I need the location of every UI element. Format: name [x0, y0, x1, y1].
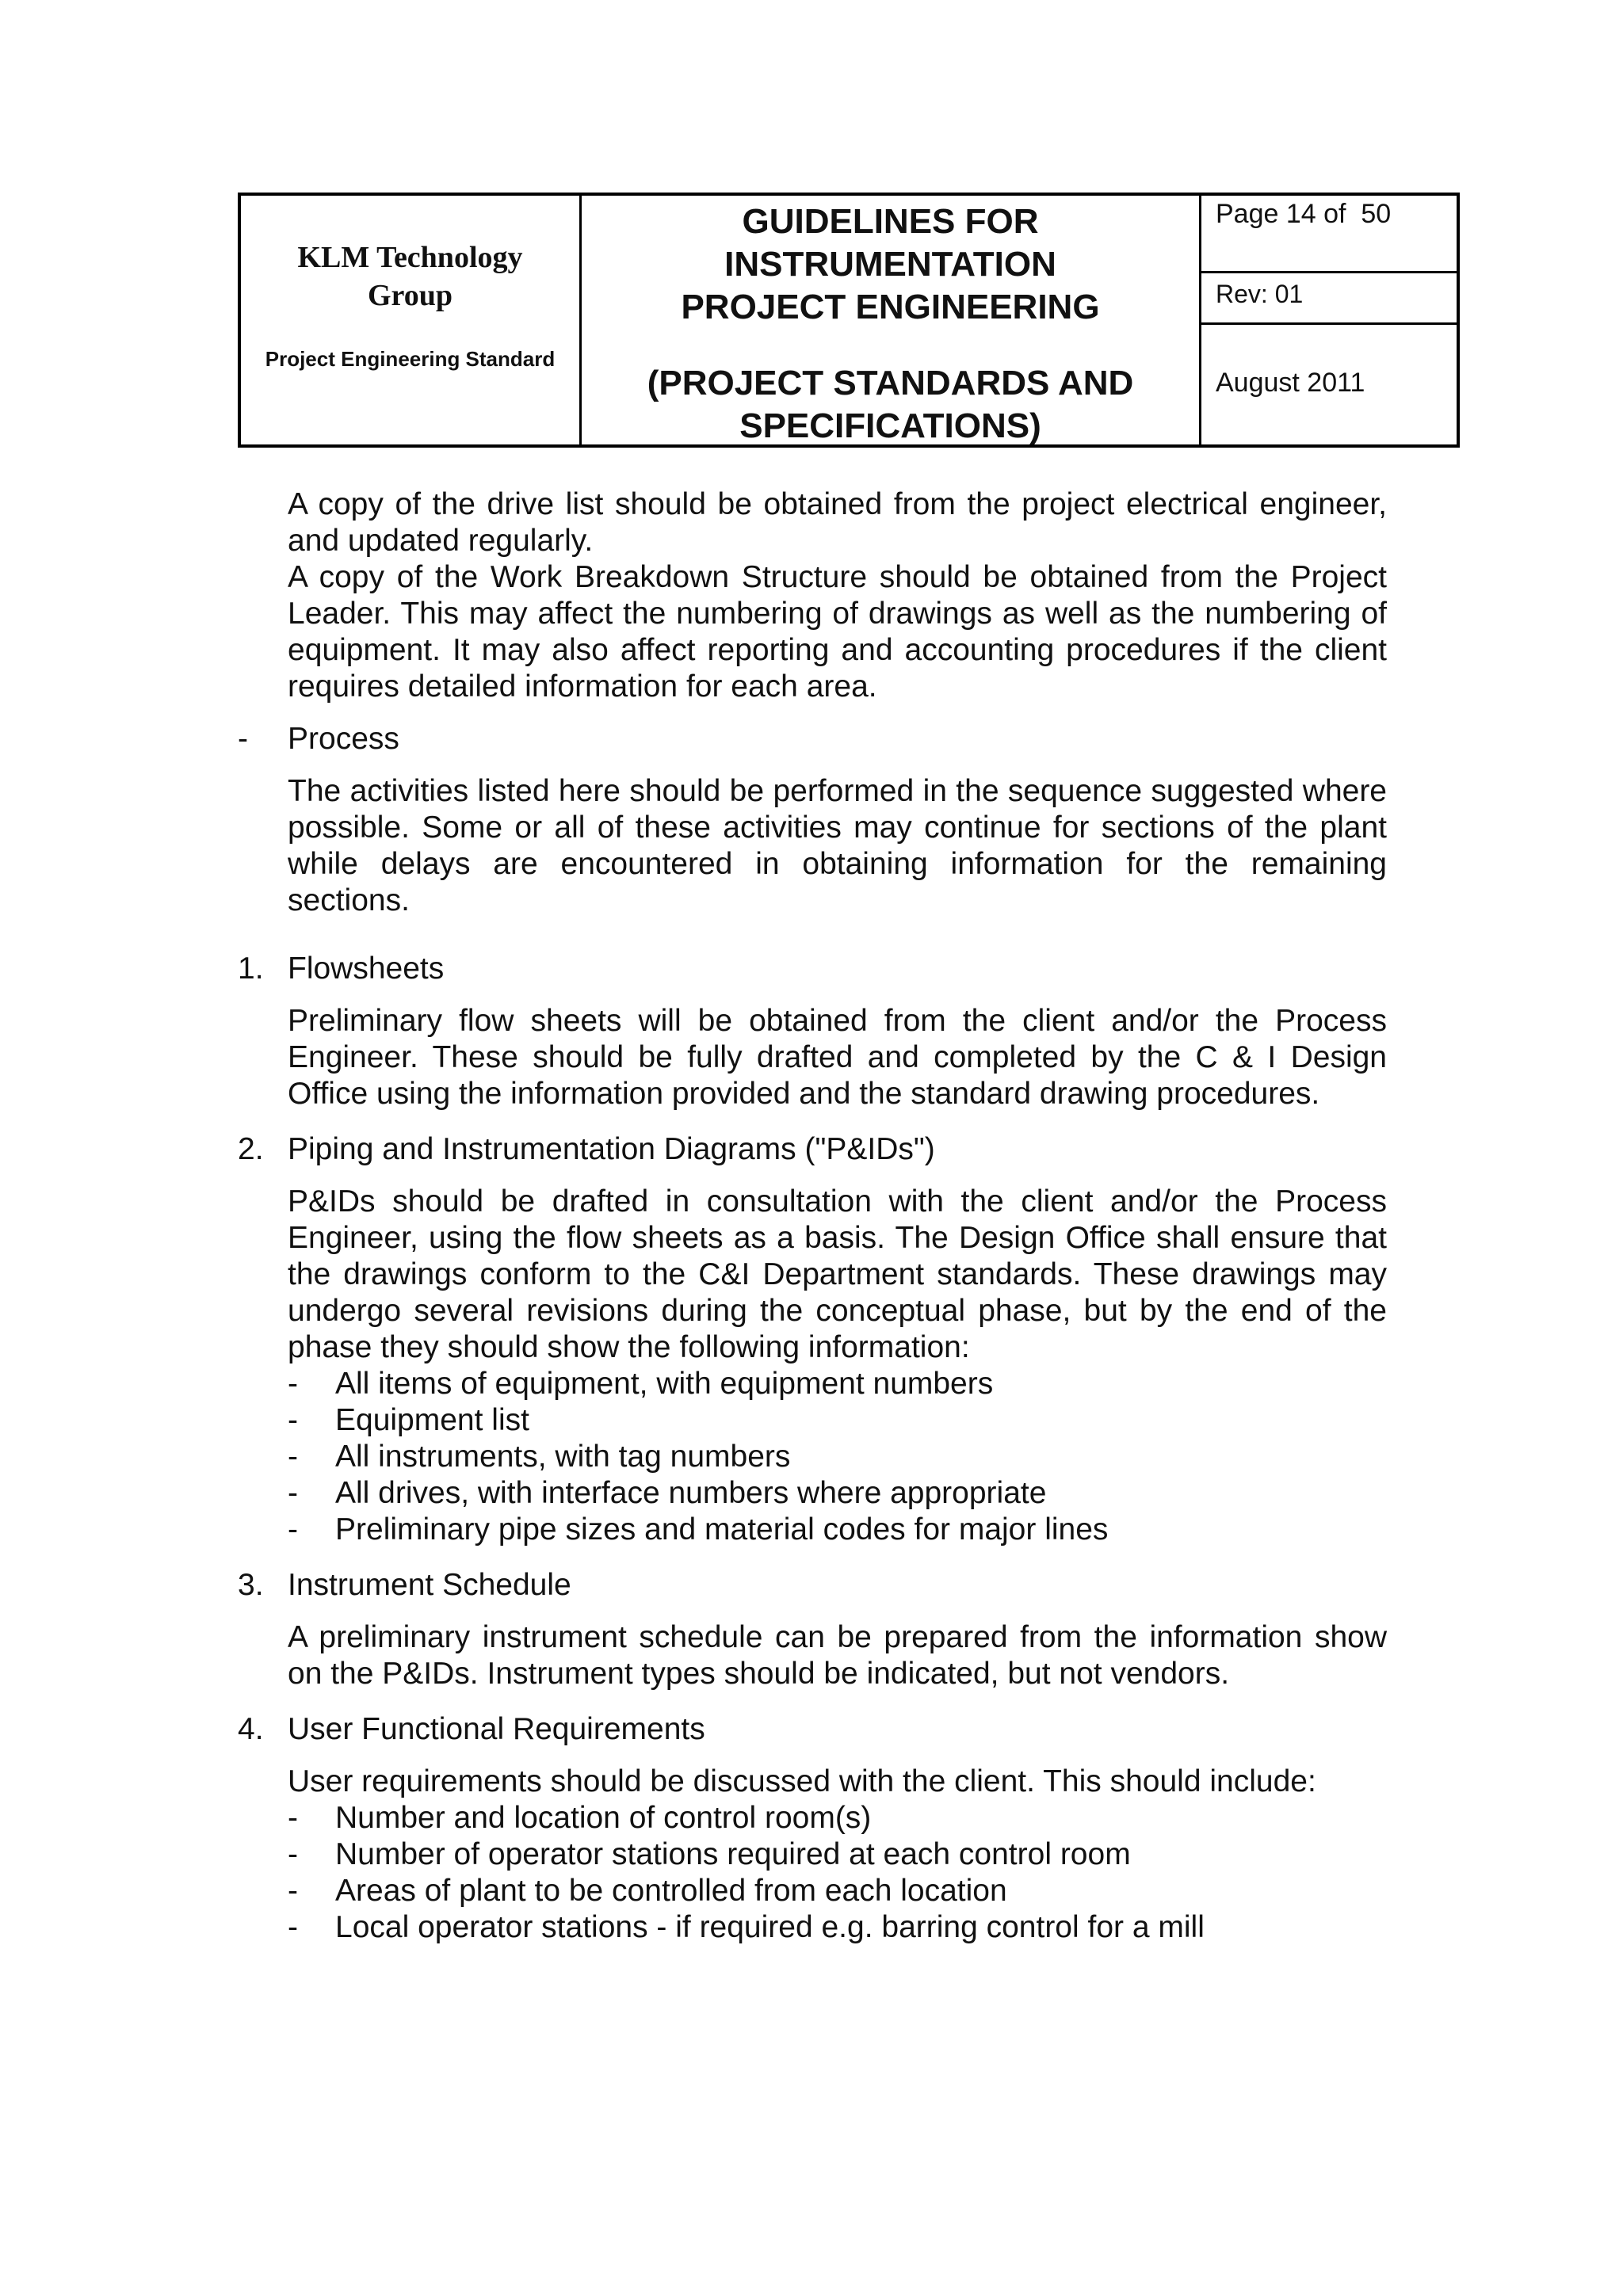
section-heading-row [238, 1131, 1387, 1168]
list-item-text: Preliminary pipe sizes and material codes for major lines [335, 1512, 1109, 1547]
section-heading-row [238, 951, 1387, 987]
company-name-line2: Group [367, 279, 453, 312]
section-number: 4. [238, 1712, 264, 1746]
process-heading: Process [288, 722, 399, 756]
list-item [288, 1475, 1387, 1512]
process-heading-row [238, 721, 1387, 757]
document-title [582, 200, 1199, 329]
list-item-text: All items of equipment, with equipment numbers [335, 1367, 994, 1401]
list-dash: - [288, 1440, 298, 1474]
list-item [288, 1909, 1387, 1946]
section-paragraph: P&IDs should be drafted in consultation with the client and/or the Process Engineer, using the flow sheets as a basis. The Design Office shall ensure that the drawings conform to the C&I Department standards. These drawings may undergo several revisions during the conceptual phase, but by the end of the phase they should show the following information: [288, 1184, 1387, 1364]
section-heading: Instrument Schedule [288, 1568, 571, 1602]
subtitle-line2: SPECIFICATIONS) [739, 406, 1041, 445]
section-heading: User Functional Requirements [288, 1712, 705, 1746]
header-divider [1199, 196, 1201, 444]
list-item [288, 1873, 1387, 1909]
list-item [288, 1402, 1387, 1439]
list-item [288, 1512, 1387, 1548]
section-paragraph: A preliminary instrument schedule can be prepared from the information show on the P&IDs. Instrument types should be indicated, but not vendors. [288, 1620, 1387, 1691]
section-heading-row [238, 1711, 1387, 1748]
list-dash: - [288, 1837, 298, 1871]
list-dash: - [288, 1874, 298, 1908]
list-item [288, 1366, 1387, 1402]
document-header [238, 193, 1460, 448]
company-name [241, 238, 579, 315]
list-dash: - [238, 722, 248, 756]
list-dash: - [288, 1512, 298, 1547]
list-dash: - [288, 1801, 298, 1835]
revision: Rev: 01 [1216, 280, 1304, 308]
process-paragraph: The activities listed here should be performed in the sequence suggested where possible. Some or all of these activities may continue for sections of the plant while delays are encountered in obtaining information for the remaining sections. [288, 774, 1387, 917]
list-dash: - [288, 1910, 298, 1944]
bullet-list [288, 1366, 1387, 1548]
issue-date: August 2011 [1216, 368, 1365, 398]
list-item [288, 1439, 1387, 1475]
list-item-text: Equipment list [335, 1403, 529, 1437]
section-number: 1. [238, 952, 264, 986]
list-item [288, 1800, 1387, 1836]
title-line3: PROJECT ENGINEERING [681, 288, 1100, 326]
list-item-text: All drives, with interface numbers where appropriate [335, 1476, 1047, 1510]
list-item-text: Number of operator stations required at each control room [335, 1837, 1131, 1871]
section-number: 3. [238, 1568, 264, 1602]
section-paragraph: User requirements should be discussed with the client. This should include: [288, 1764, 1316, 1798]
list-dash: - [288, 1476, 298, 1510]
list-item-text: Areas of plant to be controlled from each location [335, 1874, 1007, 1908]
list-item-text: All instruments, with tag numbers [335, 1440, 791, 1474]
company-name-line1: KLM Technology [297, 241, 523, 274]
intro-paragraph-1: A copy of the drive list should be obtained from the project electrical engineer, and updated regularly. [288, 487, 1387, 558]
document-subtitle [582, 362, 1199, 448]
list-dash: - [288, 1367, 298, 1401]
bullet-list [288, 1800, 1387, 1946]
header-divider [1199, 271, 1457, 273]
title-line1: GUIDELINES FOR [742, 202, 1039, 241]
list-item [288, 1836, 1387, 1873]
subtitle-line1: (PROJECT STANDARDS AND [647, 364, 1134, 402]
standard-label: Project Engineering Standard [265, 347, 556, 371]
section-heading: Flowsheets [288, 952, 445, 986]
list-item-text: Number and location of control room(s) [335, 1801, 872, 1835]
list-dash: - [288, 1403, 298, 1437]
header-divider [1199, 322, 1457, 325]
intro-paragraph-2: A copy of the Work Breakdown Structure should be obtained from the Project Leader. This may affect the numbering of drawings as well as the numbering of equipment. It may also affect reporting and accounting procedures if the client requires detailed information for each area. [288, 560, 1387, 704]
section-paragraph: Preliminary flow sheets will be obtained from the client and/or the Process Engineer. These should be fully drafted and completed by the C & I Design Office using the information provided and the standard drawing procedures. [288, 1004, 1387, 1111]
list-item-text: Local operator stations - if required e.g. barring control for a mill [335, 1910, 1205, 1944]
section-heading-row [238, 1567, 1387, 1604]
title-line2: INSTRUMENTATION [724, 245, 1056, 284]
document-body [238, 486, 1387, 1946]
section-number: 2. [238, 1132, 264, 1166]
section-heading: Piping and Instrumentation Diagrams ("P&IDs") [288, 1132, 935, 1166]
page-number: Page 14 of 50 [1216, 199, 1392, 229]
